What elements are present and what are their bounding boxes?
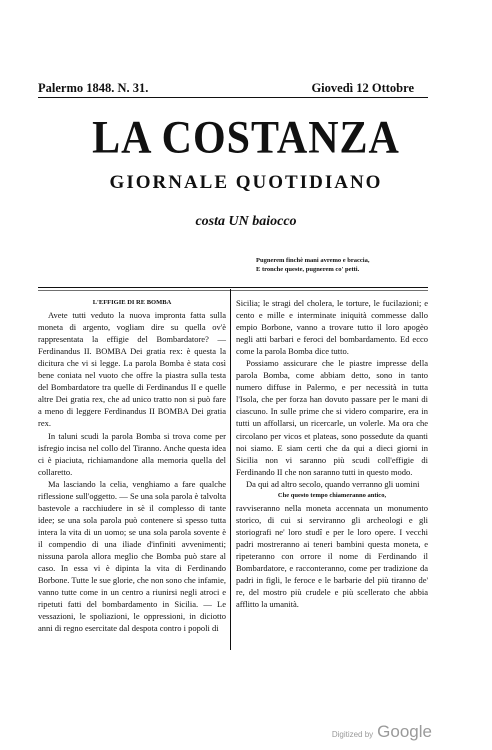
column-right [236,297,428,610]
masthead-title: LA COSTANZA [92,112,400,164]
issue-date: Giovedì 12 Ottobre [311,81,414,95]
masthead-price: costa UN baiocco [195,214,297,229]
column-left [38,297,226,634]
body-top-rule-thin [38,290,428,291]
paragraph: Avete tutti veduto la nuova impronta fatta sulla moneta di argento, vogliam dire su quella ov'è rappresentata la effigie del Bombardatore? — Ferdinandus II. BOMBA Dei gratia rex: è questa la dicitura che vi si legge. La parola Bomba è stata così bene coniata nel vuoto che offre la piastra sulla testa del Bombardatore tra quelle di Ferdinandus II e quelle altre Dei gratia rex, che ad unico tratto non si può fare a meno di leggere Ferdinandus II BOMBA Dei gratia rex. [38,310,226,429]
google-watermark [332,722,432,742]
paragraph: Ma lasciando la celia, venghiamo a fare qualche riflessione sull'oggetto. — Se una sola parola è talvolta bastevole a racchiudere in sè il complesso di tante idee; se una sola parola può contenere sì spesso tutta intera la vita di un uomo; se una sola parola sovente è il compendio di una iliade d'infiniti avvenimenti; nissuna parola allora meglio che Bomba può stare al caso. In essa vi è dipinta la vita di Ferdinando Borbone. Tutte le sue glorie, che non sono che infamie, vanno tutte come in un centro a riunirsi negli atroci e ripetuti fatti del bombardamento in Sicilia. — Le vessazioni, le spoliazioni, le oppressioni, in diciotto anni di regno esercitate dal despota contro i popoli di [38,478,226,634]
paragraph: Da qui ad altro secolo, quando verranno gli uomini [246,478,420,489]
quote-line: Che questo tempo chiameranno antico, [277,491,387,499]
paragraph: In taluni scudi la parola Bomba si trova come per isfregio incisa nel collo del Tiranno. Anche questa idea ci è piaciuta, richiamandone alla memoria quella del collaretto. [38,430,226,477]
issue-info: Palermo 1848. N. 31. [38,81,149,95]
paragraph: Sicilia; le stragi del cholera, le torture, le fucilazioni; e cento e mille e interminate iniquità commesse dallo empio Borbone, vanno a trovare tutto il loro apogèo negli atti barbari e feroci del bombardamento. Ed ecco come la parola Bomba dice tutto. [236,298,428,357]
header-rule [38,97,428,98]
watermark-logo: Google [377,722,432,741]
article-title: L'EFFIGIE DI RE BOMBA [92,299,172,306]
body-top-rule [38,287,428,288]
paragraph: Possiamo assicurare che le piastre impresse della parola Bomba, come abbiam detto, sono in tanto numero diffuse in Palermo, e per necessità in tutta l'Isola, che per forza han dovuto passare per le mani di ciascuno. In sulle prime che si videro comparire, era in tutti un affollarsi, un ricercarle, un volerle. Ma ora che circolano per vicos et plateas, sono possedute da quanti noi siamo. E siam certi che da qui a dieci giorni in Sicilia non vi saranno più scudi coll'effigie di Ferdinando II che non saranno tutti in questo modo. [236,358,428,477]
masthead-subtitle: GIORNALE QUOTIDIANO [109,172,383,193]
motto-line: E tronche queste, pugnerem co' petti. [256,266,360,273]
column-divider [230,289,231,650]
paragraph: ravviseranno nella moneta accennata un monumento storico, di cui si serviranno gli archeologi e gli storiografi ne' loro studî e per le loro opere. I vecchi padri mostreranno ai teneri bambini questa moneta, e ripeteranno con orrore il nome di Ferdinando il Bombardatore, e racconteranno, come per tradizione da padri in figli, le feroce e le barbarie del più tiranno de' re, del mostro più crudele e più scellerato che abbia afflitto la umanità. [236,502,428,610]
watermark-small: Digitized by [331,730,374,739]
motto [256,256,466,274]
motto-line: Pugnerem finchè mani avremo e braccia, [256,257,370,264]
